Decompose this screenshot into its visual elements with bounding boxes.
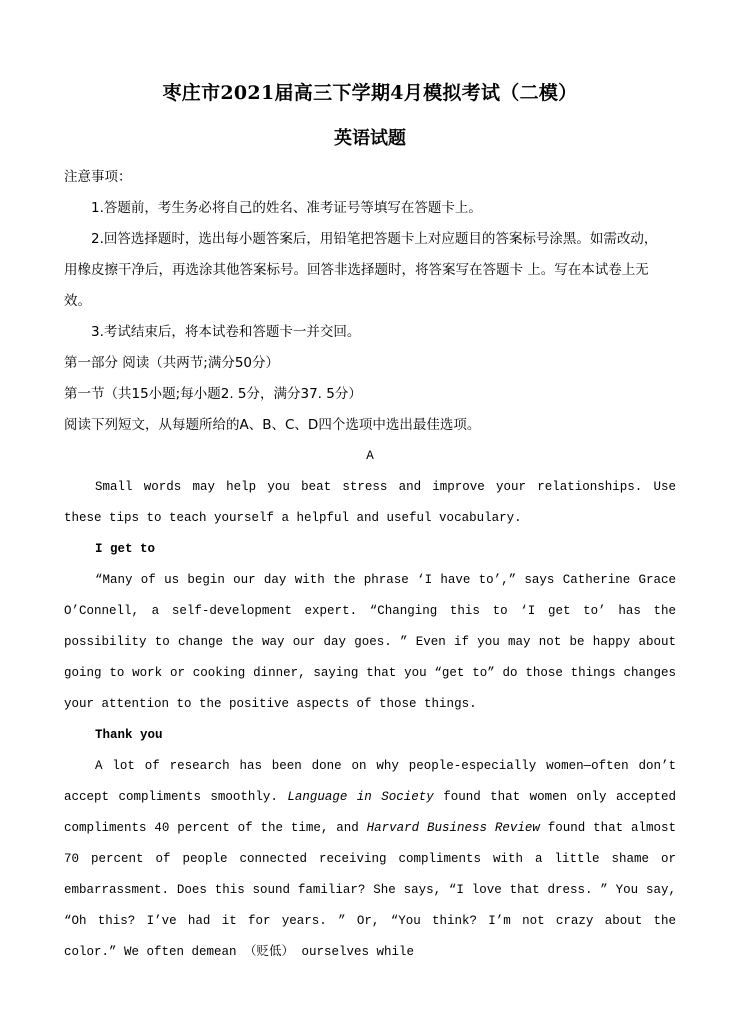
note-2-line-3: 效。	[64, 293, 91, 309]
paragraph-thank-you-part-3: found that almost 70 percent of people connected receiving compliments with a little shame or embarrassment. Does this sound familiar? She says, “I love that dress. ” You say, “Oh this? I’ve had it for years. ” Or, “You think? I’m not crazy about the color.” We often demean （贬低） ourselves while	[64, 821, 676, 959]
exam-page	[64, 78, 676, 968]
paragraph-i-get-to	[64, 565, 676, 720]
passage-label: A	[366, 449, 374, 463]
paragraph-i-get-to-text: “Many of us begin our day with the phrase ‘I have to’,” says Catherine Grace O’Connell, a self-development expert. “Changing this to ‘I get to’ has the possibility to change the way our day goes. ” Even if you may not be happy about going to work or cooking dinner, saying that you “get to” do those things changes your attention to the positive aspects of those things.	[64, 573, 676, 711]
paragraph-thank-you-part-1: A lot of research has been done on why people-especially women—often don’t accept compliments smoothly.	[64, 759, 676, 804]
heading-i-get-to: I get to	[95, 542, 156, 556]
notes-heading: 注意事项：	[64, 169, 132, 185]
exam-subtitle: 英语试题	[334, 128, 406, 149]
journal-title-harvard-business-review: Harvard Business Review	[366, 821, 540, 835]
paragraph-thank-you	[64, 751, 676, 968]
note-3: 3.考试结束后，将本试卷和答题卡一并交回。	[91, 324, 361, 340]
paragraph-thank-you-part-2: found that women only accepted compliments 40 percent of the time, and	[64, 790, 676, 835]
note-1: 1.答题前，考生务必将自己的姓名、准考证号等填写在答题卡上。	[91, 200, 482, 216]
section-1-heading: 第一节（共15小题;每小题2. 5分，满分37. 5分）	[64, 386, 362, 402]
journal-title-language-in-society: Language in Society	[287, 790, 434, 804]
heading-thank-you: Thank you	[95, 728, 163, 742]
intro-paragraph	[64, 472, 676, 534]
note-2-line-2: 用橡皮擦干净后，再选涂其他答案标号。回答非选择题时，将答案写在答题卡 上。写在本试卷上无	[64, 262, 649, 278]
note-2-line-1: 2.回答选择题时，选出每小题答案后，用铅笔把答题卡上对应题目的答案标号涂黑。如需改动，	[91, 231, 658, 247]
exam-title: 枣庄市2021届高三下学期4月模拟考试（二模）	[162, 82, 578, 104]
part-1-heading: 第一部分 阅读（共两节;满分50分）	[64, 355, 280, 371]
intro-text: Small words may help you beat stress and improve your relationships. Use these tips to teach yourself a helpful and useful vocabulary.	[64, 480, 676, 525]
reading-instruction: 阅读下列短文，从每题所给的A、B、C、D四个选项中选出最佳选项。	[64, 417, 481, 433]
